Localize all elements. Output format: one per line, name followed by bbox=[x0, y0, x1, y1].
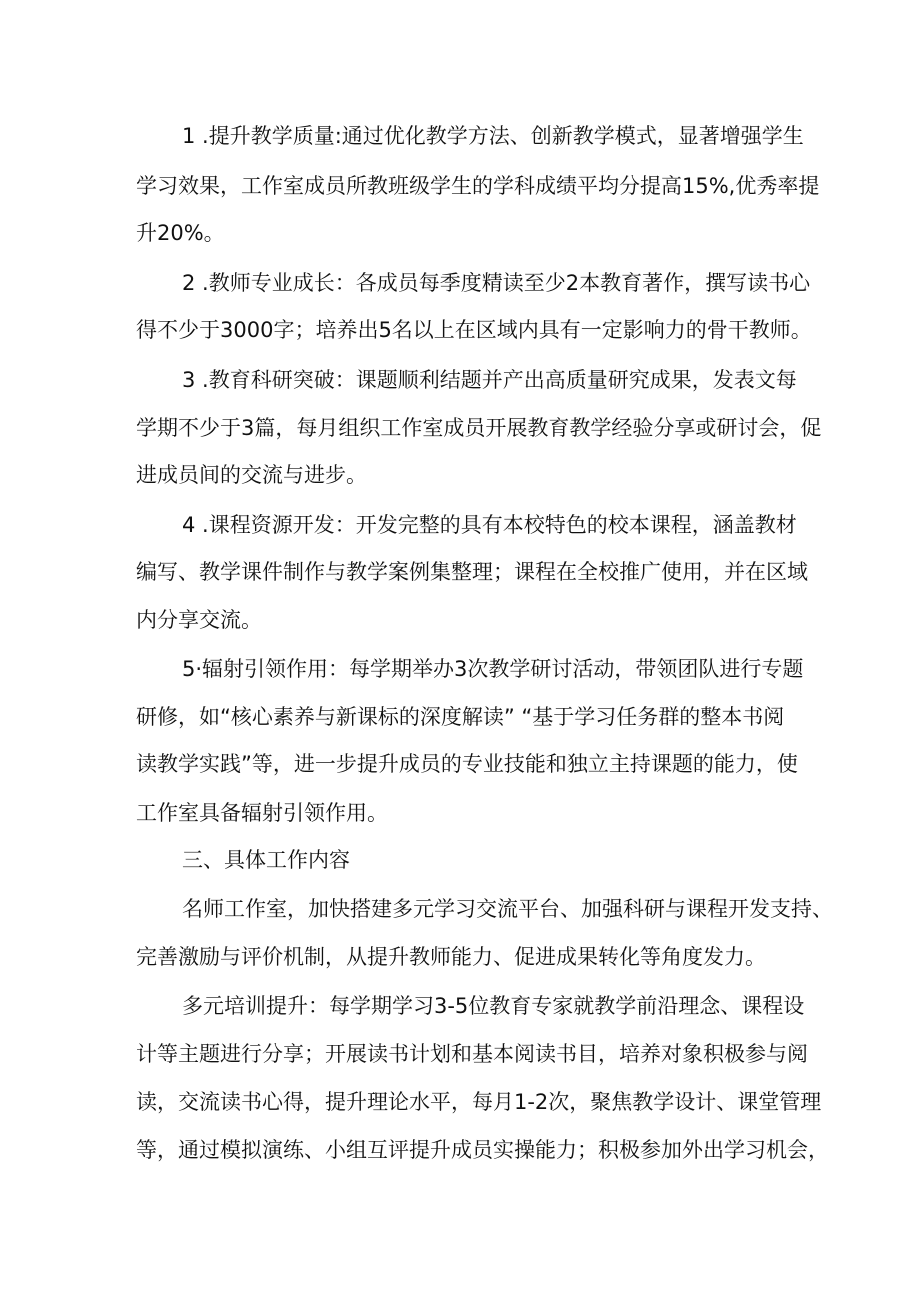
text-line: 编写、教学课件制作与教学案例集整理；课程在全校推广使用，并在区域 bbox=[136, 560, 808, 584]
text-line: 工作室具备辐射引领作用。 bbox=[136, 801, 388, 825]
text-line: 计等主题进行分享；开展读书计划和基本阅读书目，培养对象积极参与阅 bbox=[136, 1042, 808, 1066]
text-line: 进成员间的交流与进步。 bbox=[136, 463, 367, 487]
text-line: 读，交流读书心得，提升理论水平，每月1-2次，聚焦教学设计、课堂管理 bbox=[136, 1090, 822, 1114]
text-line: 多元培训提升：每学期学习3-5位教育专家就教学前沿理念、课程设 bbox=[182, 994, 805, 1018]
text-line: 升20%。 bbox=[136, 221, 225, 245]
text-line: 名师工作室，加快搭建多元学习交流平台、加强科研与课程开发支持、 bbox=[182, 897, 833, 921]
text-line: 得不少于3000字；培养出5名以上在区域内具有一定影响力的骨干教师。 bbox=[136, 318, 812, 342]
text-line: 4 .课程资源开发：开发完整的具有本校特色的校本课程，涵盖教材 bbox=[182, 513, 797, 537]
text-line: 读教学实践”等，进一步提升成员的专业技能和独立主持课题的能力，使 bbox=[136, 752, 798, 776]
text-line: 学习效果，工作室成员所教班级学生的学科成绩平均分提高15%,优秀率提 bbox=[136, 174, 820, 198]
text-line: 研修，如“核心素养与新课标的深度解读” “基于学习任务群的整本书阅 bbox=[136, 705, 785, 729]
text-line: 完善激励与评价机制，从提升教师能力、促进成果转化等角度发力。 bbox=[136, 945, 766, 969]
text-line: 等，通过模拟演练、小组互评提升成员实操能力；积极参加外出学习机会， bbox=[136, 1138, 829, 1162]
text-line: 学期不少于3篇，每月组织工作室成员开展教育教学经验分享或研讨会，促 bbox=[136, 416, 822, 440]
text-line: 5·辐射引领作用：每学期举办3次教学研讨活动，带领团队进行专题 bbox=[182, 657, 804, 681]
section-heading: 三、具体工作内容 bbox=[182, 848, 350, 872]
text-line: 1 .提升教学质量:通过优化教学方法、创新教学模式，显著增强学生 bbox=[182, 124, 804, 148]
text-line: 3 .教育科研突破：课题顺利结题并产出高质量研究成果，发表文每 bbox=[182, 368, 797, 392]
text-line: 2 .教师专业成长：各成员每季度精读至少2本教育著作，撰写读书心 bbox=[182, 271, 811, 295]
text-line: 内分享交流。 bbox=[136, 608, 262, 632]
